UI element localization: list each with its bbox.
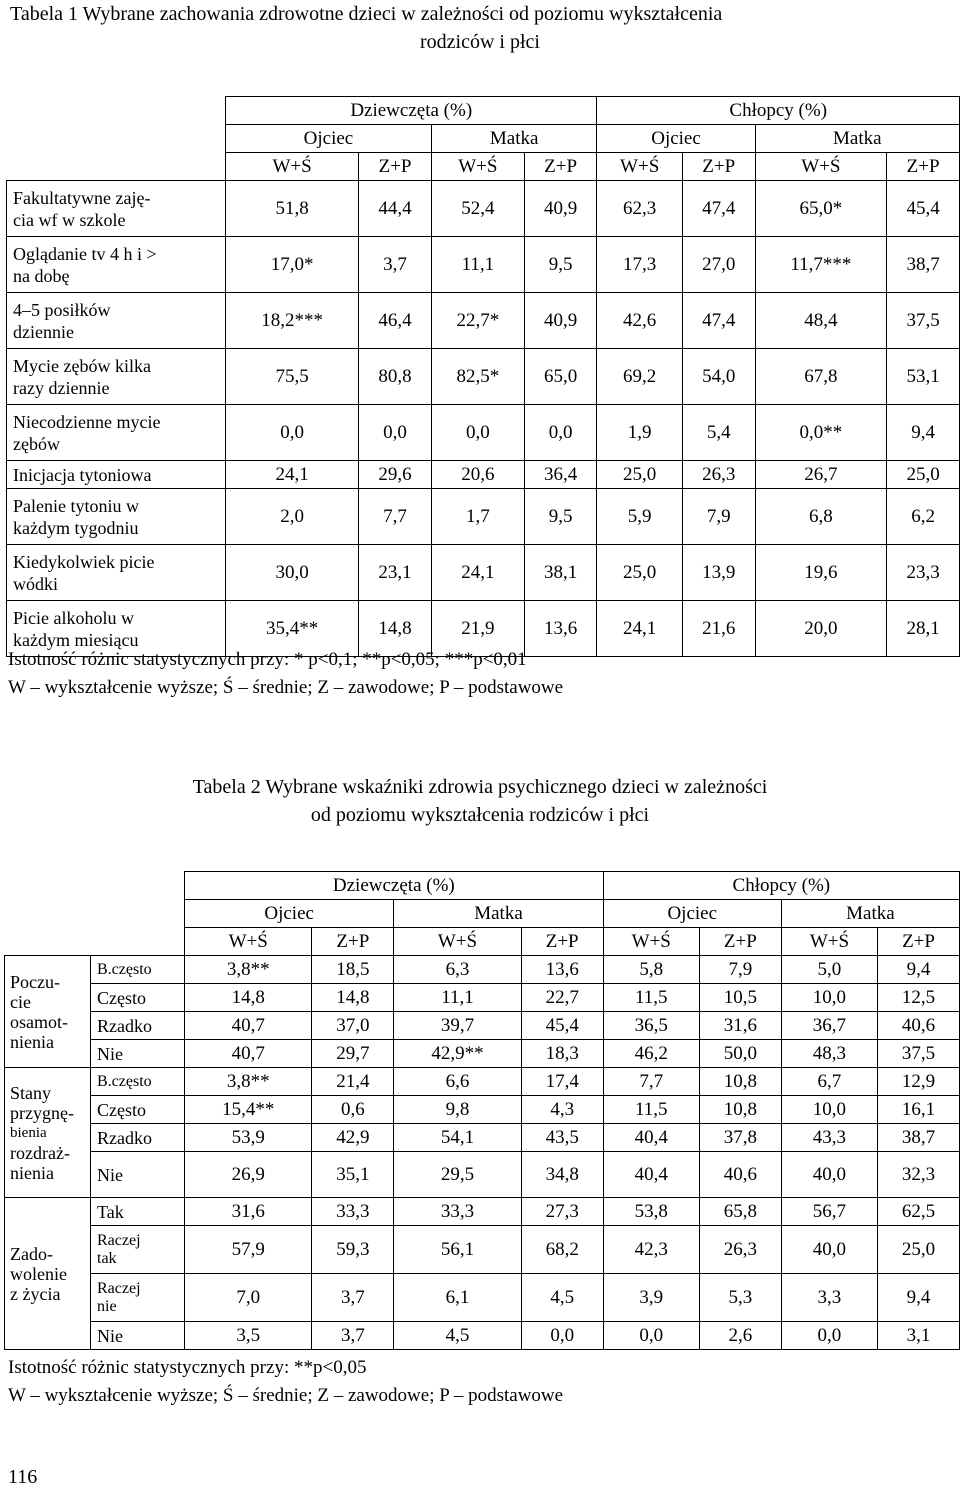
table-cell: 0,0** — [755, 405, 887, 461]
answer-label: Rzadko — [91, 1012, 185, 1040]
table-cell: 44,4 — [359, 181, 432, 237]
table-cell: 20,6 — [431, 461, 524, 489]
table-cell: 0,0 — [603, 1322, 699, 1350]
table-cell: 31,6 — [699, 1012, 781, 1040]
table2-header-ws: W+Ś — [603, 928, 699, 956]
table-cell: 51,8 — [226, 181, 359, 237]
row-label-line: każdym tygodniu — [13, 517, 139, 538]
row-label — [7, 461, 226, 489]
table-cell: 15,4** — [185, 1096, 312, 1124]
table-cell: 24,1 — [597, 601, 682, 657]
table-cell: 18,3 — [521, 1040, 603, 1068]
table-cell: 17,4 — [521, 1068, 603, 1096]
table-cell: 48,4 — [755, 293, 887, 349]
table-cell: 6,3 — [394, 956, 521, 984]
table-cell: 37,5 — [878, 1040, 960, 1068]
group-label-line: z życia — [10, 1283, 61, 1304]
table2-header-mother: Matka — [394, 900, 603, 928]
table-cell: 11,1 — [394, 984, 521, 1012]
table-cell: 24,1 — [226, 461, 359, 489]
table1-header-zp: Z+P — [524, 153, 597, 181]
table2-title-line1: Tabela 2 Wybrane wskaźniki zdrowia psychicznego dzieci w zależności — [192, 776, 768, 798]
group-label — [5, 956, 91, 1068]
table-row — [7, 349, 960, 405]
table-cell: 10,5 — [699, 984, 781, 1012]
row-label-line: Mycie zębów kilka — [13, 355, 151, 376]
table-cell: 59,3 — [312, 1226, 394, 1274]
table2 — [4, 871, 960, 1350]
table2-header-father: Ojciec — [185, 900, 394, 928]
table-cell: 0,0 — [359, 405, 432, 461]
table-cell: 26,3 — [699, 1226, 781, 1274]
table-cell: 26,3 — [682, 461, 755, 489]
table1-header-boys: Chłopcy (%) — [597, 97, 960, 125]
table-cell: 48,3 — [781, 1040, 877, 1068]
table-cell: 13,6 — [524, 601, 597, 657]
table-cell: 5,8 — [603, 956, 699, 984]
table-cell: 11,1 — [431, 237, 524, 293]
table2-header-ws: W+Ś — [185, 928, 312, 956]
table-cell: 57,9 — [185, 1226, 312, 1274]
group-label-line: Stany — [10, 1082, 52, 1103]
table-cell: 22,7* — [431, 293, 524, 349]
table2-header-ws: W+Ś — [394, 928, 521, 956]
table-cell: 38,7 — [878, 1124, 960, 1152]
table-cell: 21,9 — [431, 601, 524, 657]
row-label-line: Oglądanie tv 4 h i > — [13, 243, 157, 264]
table-cell: 65,0* — [755, 181, 887, 237]
table1-title-line2: rodziców i płci — [420, 31, 540, 53]
answer-label: Rzadko — [91, 1124, 185, 1152]
table-cell: 43,3 — [781, 1124, 877, 1152]
group-label-line: wolenie — [10, 1263, 67, 1284]
table-cell: 40,4 — [603, 1152, 699, 1198]
table2-header-zp: Z+P — [878, 928, 960, 956]
table-cell: 34,8 — [521, 1152, 603, 1198]
group-label-line: Zado- — [10, 1243, 53, 1264]
table-cell: 37,5 — [887, 293, 960, 349]
table-row — [7, 405, 960, 461]
table-cell: 42,6 — [597, 293, 682, 349]
row-label — [7, 293, 226, 349]
answer-label: Raczej nie — [91, 1274, 185, 1322]
table-cell: 21,6 — [682, 601, 755, 657]
table-cell: 37,0 — [312, 1012, 394, 1040]
table-row — [5, 956, 960, 984]
table-cell: 6,1 — [394, 1274, 521, 1322]
group-label — [5, 1068, 91, 1198]
table-cell: 38,7 — [887, 237, 960, 293]
table-cell: 23,3 — [887, 545, 960, 601]
table-cell: 26,7 — [755, 461, 887, 489]
table2-corner — [5, 872, 185, 956]
table-cell: 47,4 — [682, 181, 755, 237]
table-cell: 2,0 — [226, 489, 359, 545]
table-cell: 9,8 — [394, 1096, 521, 1124]
table1-header-father: Ojciec — [597, 125, 755, 153]
table-cell: 7,9 — [699, 956, 781, 984]
table-cell: 29,5 — [394, 1152, 521, 1198]
table-row — [5, 1096, 960, 1124]
answer-label: Często — [91, 1096, 185, 1124]
table-cell: 28,1 — [887, 601, 960, 657]
table-cell: 4,5 — [521, 1274, 603, 1322]
table2-header-boys: Chłopcy (%) — [603, 872, 959, 900]
table-row — [5, 1124, 960, 1152]
table-cell: 17,3 — [597, 237, 682, 293]
row-label-line: Inicjacja tytoniowa — [13, 464, 152, 485]
row-label-line: na dobę — [13, 265, 70, 286]
table1-note-legend: W – wykształcenie wyższe; Ś – średnie; Z – zawodowe; P – podstawowe — [8, 677, 564, 698]
table-cell: 2,6 — [699, 1322, 781, 1350]
table-cell: 11,7*** — [755, 237, 887, 293]
table-cell: 25,0 — [887, 461, 960, 489]
table-cell: 0,0 — [431, 405, 524, 461]
table1-header-zp: Z+P — [887, 153, 960, 181]
table-row — [7, 461, 960, 489]
table-cell: 6,6 — [394, 1068, 521, 1096]
table-cell: 29,7 — [312, 1040, 394, 1068]
table-cell: 25,0 — [597, 545, 682, 601]
table-cell: 25,0 — [878, 1226, 960, 1274]
group-label-line: cie — [10, 991, 31, 1012]
group-label-line: osamot- — [10, 1011, 68, 1032]
table-cell: 32,3 — [878, 1152, 960, 1198]
table1-header-girls: Dziewczęta (%) — [226, 97, 597, 125]
table-cell: 33,3 — [394, 1198, 521, 1226]
table-cell: 35,4** — [226, 601, 359, 657]
answer-label: Nie — [91, 1152, 185, 1198]
table-cell: 40,9 — [524, 181, 597, 237]
table-cell: 6,2 — [887, 489, 960, 545]
table-cell: 7,7 — [359, 489, 432, 545]
table-cell: 19,6 — [755, 545, 887, 601]
table-cell: 40,0 — [781, 1152, 877, 1198]
table-cell: 50,0 — [699, 1040, 781, 1068]
group-label-line: bienia — [10, 1124, 47, 1141]
table1-header-zp: Z+P — [682, 153, 755, 181]
table-cell: 37,8 — [699, 1124, 781, 1152]
table-cell: 31,6 — [185, 1198, 312, 1226]
table-cell: 75,5 — [226, 349, 359, 405]
table-cell: 24,1 — [431, 545, 524, 601]
table2-header-girls: Dziewczęta (%) — [185, 872, 604, 900]
table-cell: 10,0 — [781, 984, 877, 1012]
table-cell: 53,8 — [603, 1198, 699, 1226]
table-row — [5, 1226, 960, 1274]
table-cell: 22,7 — [521, 984, 603, 1012]
table-cell: 1,7 — [431, 489, 524, 545]
group-label-line: przygnę- — [10, 1102, 74, 1123]
table-cell: 45,4 — [887, 181, 960, 237]
answer-label: Nie — [91, 1040, 185, 1068]
table2-note-significance: Istotność różnic statystycznych przy: **p<0,05 — [8, 1357, 367, 1378]
table-cell: 9,5 — [524, 237, 597, 293]
group-label-line: nienia — [10, 1031, 54, 1052]
answer-label: B.często — [91, 1068, 185, 1096]
table-cell: 38,1 — [524, 545, 597, 601]
answer-label: Często — [91, 984, 185, 1012]
table-cell: 30,0 — [226, 545, 359, 601]
row-label-line: Fakultatywne zaję- — [13, 187, 151, 208]
table-cell: 40,7 — [185, 1012, 312, 1040]
table-cell: 3,8** — [185, 956, 312, 984]
table1-header-ws: W+Ś — [597, 153, 682, 181]
row-label — [7, 489, 226, 545]
table-row — [5, 1040, 960, 1068]
table-cell: 29,6 — [359, 461, 432, 489]
group-label-line: Poczu- — [10, 971, 60, 992]
table-cell: 33,3 — [312, 1198, 394, 1226]
table-cell: 14,8 — [185, 984, 312, 1012]
table-cell: 40,9 — [524, 293, 597, 349]
answer-label: Raczej tak — [91, 1226, 185, 1274]
table-cell: 0,0 — [781, 1322, 877, 1350]
table-row — [5, 1152, 960, 1198]
table2-header-ws: W+Ś — [781, 928, 877, 956]
table-cell: 42,9 — [312, 1124, 394, 1152]
table-cell: 6,7 — [781, 1068, 877, 1096]
table2-header-zp: Z+P — [699, 928, 781, 956]
table-row — [7, 489, 960, 545]
row-label — [7, 545, 226, 601]
table-cell: 10,8 — [699, 1068, 781, 1096]
table-cell: 20,0 — [755, 601, 887, 657]
table-cell: 7,0 — [185, 1274, 312, 1322]
table-cell: 45,4 — [521, 1012, 603, 1040]
table-cell: 1,9 — [597, 405, 682, 461]
table-row — [7, 181, 960, 237]
table-cell: 23,1 — [359, 545, 432, 601]
table-cell: 54,1 — [394, 1124, 521, 1152]
group-label-line: nienia — [10, 1162, 54, 1183]
table2-header-zp: Z+P — [312, 928, 394, 956]
table-cell: 40,4 — [603, 1124, 699, 1152]
table-cell: 56,7 — [781, 1198, 877, 1226]
table2-title — [0, 773, 960, 829]
table-cell: 36,4 — [524, 461, 597, 489]
table-cell: 11,5 — [603, 984, 699, 1012]
table-cell: 0,0 — [524, 405, 597, 461]
table1-header-ws: W+Ś — [431, 153, 524, 181]
table-cell: 3,7 — [312, 1274, 394, 1322]
table-row — [5, 1274, 960, 1322]
table-cell: 3,9 — [603, 1274, 699, 1322]
row-label-line: każdym miesiącu — [13, 629, 139, 650]
table1-header-mother: Matka — [431, 125, 597, 153]
table-row — [7, 545, 960, 601]
table-cell: 25,0 — [597, 461, 682, 489]
table-row — [7, 237, 960, 293]
table-cell: 13,6 — [521, 956, 603, 984]
table-cell: 10,0 — [781, 1096, 877, 1124]
table-cell: 47,4 — [682, 293, 755, 349]
table-cell: 5,0 — [781, 956, 877, 984]
table-cell: 68,2 — [521, 1226, 603, 1274]
row-label-line: cia wf w szkole — [13, 209, 126, 230]
group-label-line: rozdraż- — [10, 1142, 70, 1163]
table-cell: 10,8 — [699, 1096, 781, 1124]
table-cell: 36,7 — [781, 1012, 877, 1040]
row-label-line: Kiedykolwiek picie — [13, 551, 155, 572]
table-cell: 35,1 — [312, 1152, 394, 1198]
row-label — [7, 237, 226, 293]
table1-header-father: Ojciec — [226, 125, 432, 153]
table-cell: 16,1 — [878, 1096, 960, 1124]
table-cell: 40,6 — [878, 1012, 960, 1040]
table-cell: 21,4 — [312, 1068, 394, 1096]
table-cell: 36,5 — [603, 1012, 699, 1040]
table-row — [5, 1012, 960, 1040]
table-cell: 0,0 — [226, 405, 359, 461]
table-cell: 82,5* — [431, 349, 524, 405]
table-cell: 18,5 — [312, 956, 394, 984]
table-cell: 40,6 — [699, 1152, 781, 1198]
table-cell: 40,0 — [781, 1226, 877, 1274]
table-cell: 52,4 — [431, 181, 524, 237]
table-cell: 9,4 — [878, 1274, 960, 1322]
table1-title-line1: Tabela 1 Wybrane zachowania zdrowotne dzieci w zależności od poziomu wykształcenia — [10, 3, 723, 25]
table-cell: 13,9 — [682, 545, 755, 601]
row-label-line: razy dziennie — [13, 377, 110, 398]
row-label-line: zębów — [13, 433, 60, 454]
table1-header-zp: Z+P — [359, 153, 432, 181]
table-cell: 54,0 — [682, 349, 755, 405]
table1-corner — [7, 97, 226, 181]
group-label — [5, 1198, 91, 1350]
table1 — [6, 96, 960, 657]
table-cell: 3,7 — [359, 237, 432, 293]
page-number: 116 — [8, 1466, 38, 1488]
table1-note-significance: Istotność różnic statystycznych przy: * p<0,1; **p<0,05; ***p<0,01 — [8, 649, 527, 670]
table-cell: 46,4 — [359, 293, 432, 349]
row-label-line: wódki — [13, 573, 58, 594]
table-cell: 5,4 — [682, 405, 755, 461]
table-cell: 0,0 — [521, 1322, 603, 1350]
table-cell: 42,9** — [394, 1040, 521, 1068]
table-row — [5, 1068, 960, 1096]
table1-header-ws: W+Ś — [226, 153, 359, 181]
table-cell: 3,7 — [312, 1322, 394, 1350]
row-label — [7, 349, 226, 405]
table-row — [5, 1198, 960, 1226]
row-label — [7, 405, 226, 461]
table-row — [5, 1322, 960, 1350]
table1-header-mother: Matka — [755, 125, 959, 153]
table-cell: 67,8 — [755, 349, 887, 405]
table-cell: 27,0 — [682, 237, 755, 293]
table-cell: 46,2 — [603, 1040, 699, 1068]
table-cell: 14,8 — [359, 601, 432, 657]
table-cell: 6,8 — [755, 489, 887, 545]
table-cell: 53,9 — [185, 1124, 312, 1152]
table-cell: 7,9 — [682, 489, 755, 545]
table-row — [5, 984, 960, 1012]
table2-note-legend: W – wykształcenie wyższe; Ś – średnie; Z – zawodowe; P – podstawowe — [8, 1385, 564, 1406]
table-cell: 56,1 — [394, 1226, 521, 1274]
table-cell: 69,2 — [597, 349, 682, 405]
table-cell: 4,5 — [394, 1322, 521, 1350]
answer-label: B.często — [91, 956, 185, 984]
table-cell: 14,8 — [312, 984, 394, 1012]
table1-header-ws: W+Ś — [755, 153, 887, 181]
answer-label: Tak — [91, 1198, 185, 1226]
table2-header-father: Ojciec — [603, 900, 781, 928]
table-cell: 11,5 — [603, 1096, 699, 1124]
table-cell: 62,5 — [878, 1198, 960, 1226]
table-cell: 3,1 — [878, 1322, 960, 1350]
table-cell: 18,2*** — [226, 293, 359, 349]
table-cell: 4,3 — [521, 1096, 603, 1124]
row-label-line: Palenie tytoniu w — [13, 495, 139, 516]
table-cell: 12,5 — [878, 984, 960, 1012]
row-label-line: Picie alkoholu w — [13, 607, 134, 628]
table2-header-mother: Matka — [781, 900, 959, 928]
table-cell: 65,0 — [524, 349, 597, 405]
table-cell: 0,6 — [312, 1096, 394, 1124]
row-label — [7, 181, 226, 237]
table-cell: 80,8 — [359, 349, 432, 405]
table1-title — [0, 0, 960, 56]
row-label-line: dziennie — [13, 321, 74, 342]
table-cell: 17,0* — [226, 237, 359, 293]
table-cell: 26,9 — [185, 1152, 312, 1198]
row-label-line: Niecodzienne mycie — [13, 411, 161, 432]
table-cell: 5,9 — [597, 489, 682, 545]
table-cell: 5,3 — [699, 1274, 781, 1322]
table-cell: 39,7 — [394, 1012, 521, 1040]
table-cell: 9,4 — [887, 405, 960, 461]
table-cell: 43,5 — [521, 1124, 603, 1152]
table-cell: 7,7 — [603, 1068, 699, 1096]
table-cell: 62,3 — [597, 181, 682, 237]
table2-title-line2: od poziomu wykształcenia rodziców i płci — [310, 804, 650, 826]
answer-label: Nie — [91, 1322, 185, 1350]
table2-header-zp: Z+P — [521, 928, 603, 956]
table-cell: 53,1 — [887, 349, 960, 405]
table-cell: 27,3 — [521, 1198, 603, 1226]
table-cell: 3,3 — [781, 1274, 877, 1322]
table-cell: 42,3 — [603, 1226, 699, 1274]
table-cell: 9,5 — [524, 489, 597, 545]
table-cell: 40,7 — [185, 1040, 312, 1068]
table-cell: 3,5 — [185, 1322, 312, 1350]
table-cell: 12,9 — [878, 1068, 960, 1096]
table-row — [7, 293, 960, 349]
table-cell: 9,4 — [878, 956, 960, 984]
table-cell: 65,8 — [699, 1198, 781, 1226]
table-cell: 3,8** — [185, 1068, 312, 1096]
row-label-line: 4–5 posiłków — [13, 299, 111, 320]
